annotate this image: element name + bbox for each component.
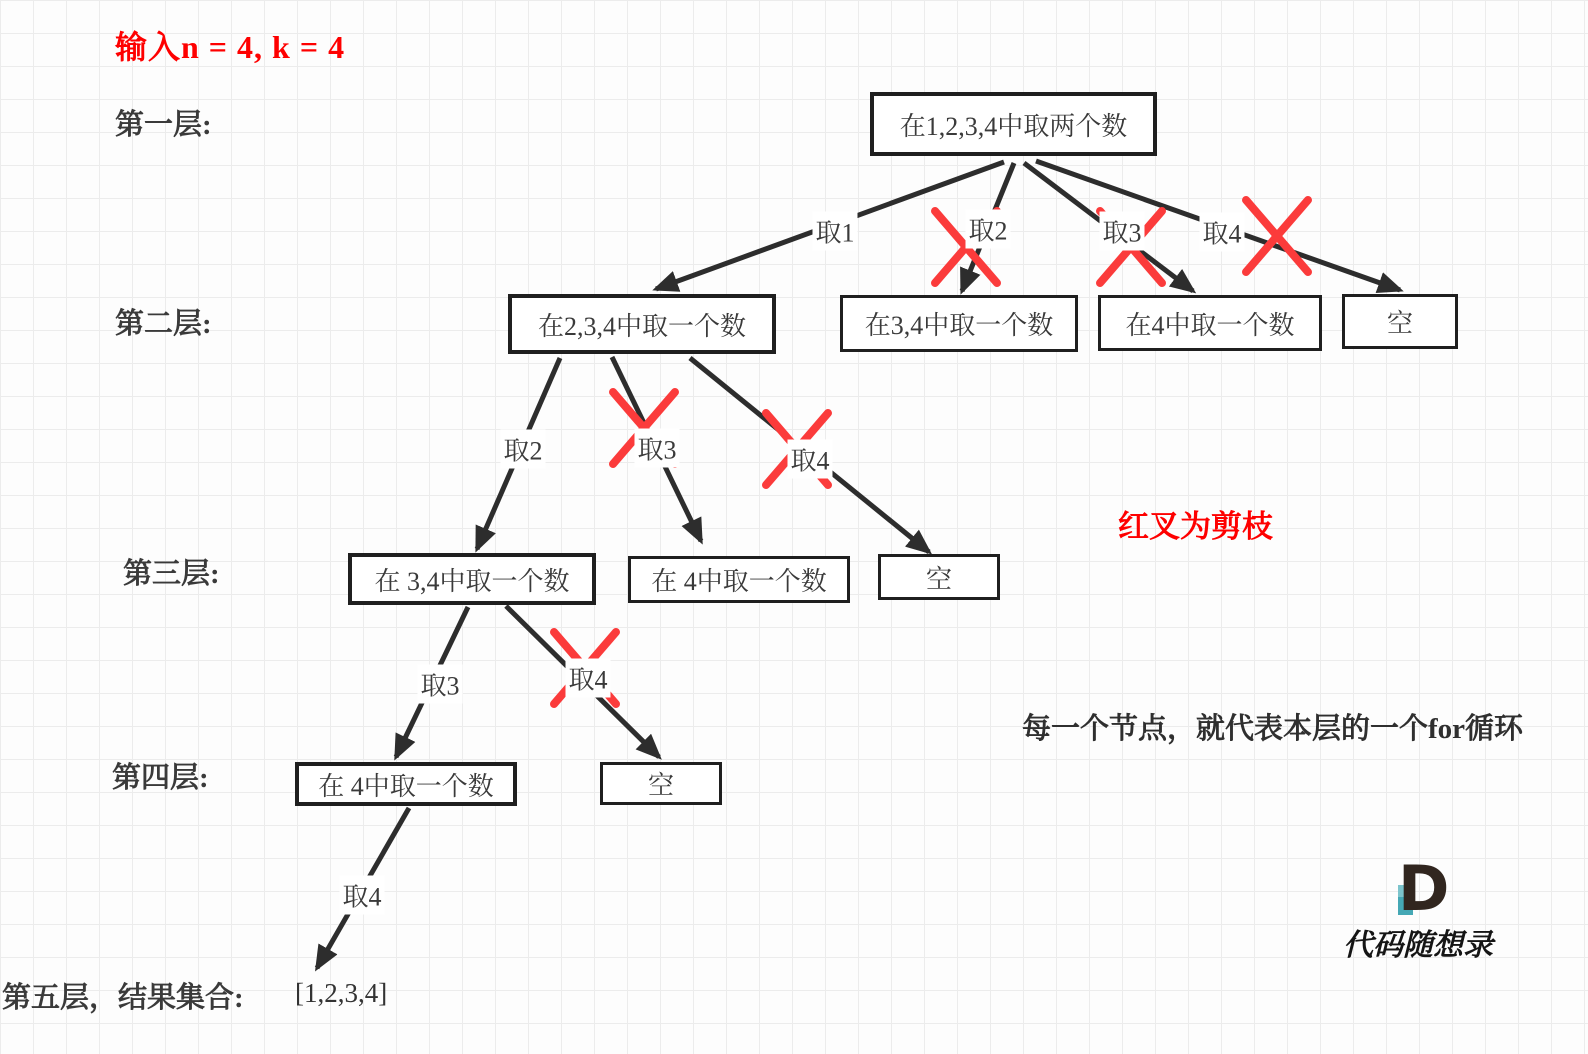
edge-label-take2-l1: 取2 bbox=[965, 210, 1010, 249]
tree-node-root: 在1,2,3,4中取两个数 bbox=[870, 92, 1157, 156]
tree-node-l2-pick34: 在3,4中取一个数 bbox=[840, 295, 1078, 352]
brand-logo bbox=[1318, 852, 1518, 962]
tree-node-l4-empty: 空 bbox=[600, 762, 722, 805]
tree-node-l2-pick234: 在2,3,4中取一个数 bbox=[508, 294, 776, 354]
edge-label-take4-l2: 取4 bbox=[787, 440, 832, 479]
prune-x-icon bbox=[1246, 200, 1308, 272]
input-title: 输入n = 4, k = 4 bbox=[115, 29, 346, 65]
edge-label-take3-l1: 取3 bbox=[1099, 212, 1144, 251]
layer-label-2: 第二层: bbox=[115, 308, 212, 340]
tree-node-l3-pick4: 在 4中取一个数 bbox=[628, 556, 850, 603]
prune-note: 红叉为剪枝 bbox=[1118, 509, 1273, 544]
layer-label-4: 第四层: bbox=[112, 762, 209, 794]
edge-label-take4-l3: 取4 bbox=[565, 659, 610, 698]
tree-node-l4-pick4: 在 4中取一个数 bbox=[295, 762, 517, 806]
tree-node-l2-empty: 空 bbox=[1342, 294, 1458, 349]
logo-d-icon: D bbox=[1398, 852, 1450, 925]
tree-node-l3-empty: 空 bbox=[878, 554, 1000, 600]
brand-name: 代码随想录 bbox=[1343, 929, 1493, 962]
edge-label-take4-l4: 取4 bbox=[339, 876, 384, 915]
for-loop-note: 每一个节点，就代表本层的一个for循环 bbox=[1022, 713, 1524, 745]
tree-node-l3-pick34: 在 3,4中取一个数 bbox=[348, 553, 596, 605]
edge-label-take2-l2: 取2 bbox=[500, 430, 545, 469]
result-set-value: [1,2,3,4] bbox=[295, 978, 388, 1008]
edge-label-take4-l1: 取4 bbox=[1199, 213, 1244, 252]
edge-label-take3-l3: 取3 bbox=[417, 665, 462, 704]
edge-label-take3-l2: 取3 bbox=[634, 429, 679, 468]
layer-label-1: 第一层: bbox=[115, 109, 212, 141]
tree-node-l2-pick4: 在4中取一个数 bbox=[1098, 295, 1322, 351]
edge-label-take1-l1: 取1 bbox=[812, 212, 857, 251]
layer-label-3: 第三层: bbox=[123, 558, 220, 590]
layer-label-5-result: 第五层，结果集合: bbox=[2, 982, 244, 1014]
